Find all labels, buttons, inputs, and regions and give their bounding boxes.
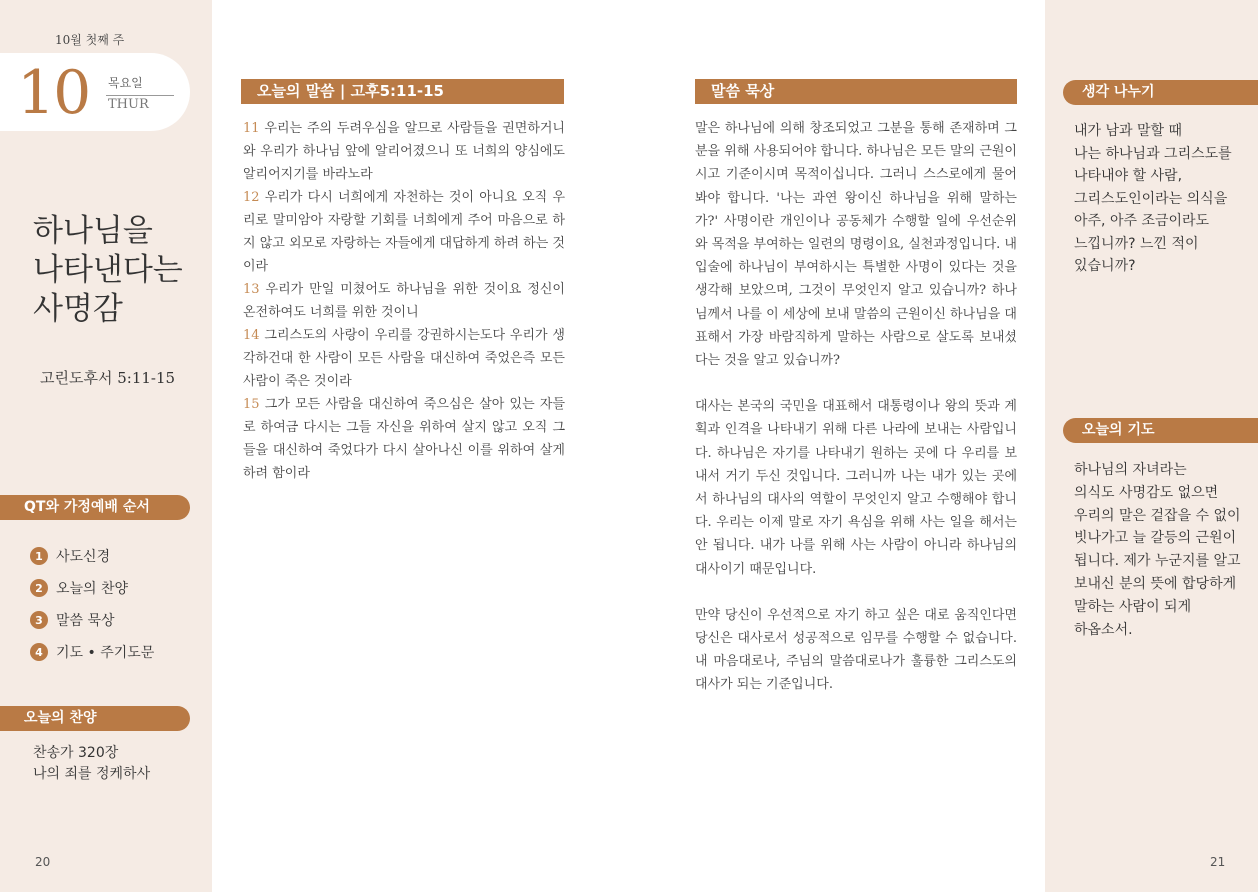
- verse: [243, 393, 565, 485]
- share-line: 느낍니까? 느낀 적이: [1074, 235, 1199, 252]
- prayer-line: 빗나가고 늘 갈등의 근원이: [1074, 530, 1237, 547]
- verse-text: 그가 모든 사람을 대신하여 죽으심은 살아 있는 자들로 하여금 다시는 그들 자신을 위하여 살지 않고 오직 그들을 대신하여 죽었다가 다시 살아나신 이를 위하여 살게 하려 함이라: [243, 397, 565, 481]
- list-item: [30, 604, 154, 636]
- meditation-heading: 말씀 묵상: [695, 79, 1017, 104]
- number-badge: 2: [30, 579, 48, 597]
- prayer-line: 하옵소서.: [1074, 621, 1133, 638]
- share-line: 나는 하나님과 그리스도를: [1074, 145, 1232, 162]
- order-label: 말씀 묵상: [56, 613, 115, 629]
- verse: [243, 186, 565, 278]
- prayer-line: 말하는 사람이 되게: [1074, 598, 1192, 615]
- share-line: 내가 남과 말할 때: [1074, 123, 1183, 139]
- hymn-title: 나의 죄를 정케하사: [33, 766, 151, 782]
- verse-text: 그리스도의 사랑이 우리를 강권하시는도다 우리가 생각하건대 한 사람이 모든 사람을 대신하여 죽었은즉 모든 사람이 죽은 것이라: [243, 328, 565, 389]
- verse: [243, 324, 565, 393]
- page-title: [33, 212, 183, 329]
- scripture-heading: 오늘의 말씀 | 고후5:11-15: [241, 79, 564, 104]
- hymn-heading: 오늘의 찬양: [0, 706, 190, 731]
- verse-text: 우리가 만일 미쳤어도 하나님을 위한 것이요 정신이 온전하여도 너희를 위한 것이니: [243, 282, 565, 320]
- prayer-line: 됩니다. 제가 누군지를 알고: [1074, 553, 1241, 570]
- order-label: 오늘의 찬양: [56, 581, 129, 597]
- page-number-left: 20: [35, 855, 51, 869]
- verse-number: 15: [243, 397, 260, 412]
- meditation-paragraph: 대사는 본국의 국민을 대표해서 대통령이나 왕의 뜻과 계획과 인격을 나타내기 위해 다른 나라에 보내는 사람입니다. 하나님은 자기를 나타내기 원하는 곳에 다 우리를 보내서 거기 두신 것입니다. 그러니까 나는 내가 있는 곳에서 하나님의 대사의 역할이 무엇인지 알고 수행해야 합니다. 우리는 이제 말로 자기 욕심을 위해 사는 일을 해서는 안 됩니다. 내가 나를 위해 사는 사람이 아니라 하나님의 대사이기 때문입니다.: [695, 399, 1017, 577]
- list-item: [30, 572, 154, 604]
- list-item: [30, 636, 154, 668]
- title-line: 나타낸다는: [33, 252, 183, 288]
- verse-text: 우리는 주의 두려우심을 알므로 사람들을 권면하거니와 우리가 하나님 앞에 알리어졌으니 또 너희의 양심에도 알리어지기를 바라노라: [243, 121, 565, 182]
- number-badge: 4: [30, 643, 48, 661]
- verse-text: 우리가 다시 너희에게 자천하는 것이 아니요 오직 우리로 말미암아 자랑할 기회를 너희에게 주어 마음으로 하지 않고 외모로 자랑하는 자들에게 대답하게 하려 하는 것이라: [243, 190, 565, 274]
- meditation-text: [695, 117, 1017, 720]
- bible-reference: 고린도후서 5:11-15: [40, 369, 176, 387]
- verse: [243, 117, 565, 186]
- day-divider: [106, 95, 174, 96]
- title-line: 하나님을: [33, 213, 153, 249]
- page-number-right: 21: [1210, 855, 1226, 869]
- order-list: [30, 540, 154, 668]
- order-label: 사도신경: [56, 549, 111, 565]
- order-heading: QT와 가정예배 순서: [0, 495, 190, 520]
- share-line: 그리스도인이라는 의식을: [1074, 190, 1228, 207]
- prayer-line: 우리의 말은 겉잡을 수 없이: [1074, 507, 1241, 524]
- title-line: 사명감: [33, 291, 123, 327]
- share-heading: 생각 나누기: [1063, 80, 1258, 105]
- hymn-number: 찬송가 320장: [33, 745, 119, 761]
- date-number: 10: [17, 58, 90, 128]
- prayer-heading: 오늘의 기도: [1063, 418, 1258, 443]
- verse-number: 14: [243, 328, 260, 343]
- list-item: [30, 540, 154, 572]
- prayer-line: 의식도 사명감도 없으면: [1074, 484, 1219, 501]
- verse: [243, 278, 565, 324]
- number-badge: 3: [30, 611, 48, 629]
- verse-number: 11: [243, 121, 260, 136]
- share-line: 나타내야 할 사람,: [1074, 168, 1183, 184]
- share-line: 아주, 아주 조금이라도: [1074, 213, 1210, 229]
- hymn-info: [33, 743, 150, 785]
- order-label: 기도 • 주기도문: [56, 645, 155, 661]
- week-label: 10월 첫째 주: [55, 33, 125, 47]
- prayer-line: 하나님의 자녀라는: [1074, 462, 1187, 478]
- day-english: THUR: [108, 97, 149, 112]
- verse-number: 13: [243, 282, 260, 297]
- meditation-paragraph: 만약 당신이 우선적으로 자기 하고 싶은 대로 움직인다면 당신은 대사로서 성공적으로 임무를 수행할 수 없습니다. 내 마음대로나, 주님의 말씀대로나가 훌륭한 그리스도의 대사가 되는 기준입니다.: [695, 607, 1017, 693]
- number-badge: 1: [30, 547, 48, 565]
- share-line: 있습니까?: [1074, 258, 1136, 274]
- scripture-text: [243, 117, 565, 485]
- prayer-text: [1074, 459, 1252, 641]
- day-korean: 목요일: [108, 76, 143, 90]
- prayer-line: 보내신 분의 뜻에 합당하게: [1074, 575, 1237, 592]
- meditation-paragraph: 말은 하나님에 의해 창조되었고 그분을 통해 존재하며 그분을 위해 사용되어야 합니다. 하나님은 모든 말의 근원이시고 기준이시며 목적이십니다. 그러니 스스로에게 물어봐야 합니다. '나는 과연 왕이신 하나님을 위해 말하는가?' 사명이란 개인이나 공동체가 수행할 일에 우선순위와 목적을 부여하는 일련의 명령이요, 실천과정입니다. 내 입술에 하나님이 부여하시는 특별한 사명이 있다는 것을 생각해 보았으며, 그것이 무엇인지 알고 있습니까? 하나님께서 나를 이 세상에 보내 말씀의 근원이신 하나님을 대표해서 가장 바람직하게 말하는 사람으로 살도록 보내셨다는 것을 알고 있습니까?: [695, 121, 1017, 369]
- verse-number: 12: [243, 190, 260, 205]
- share-text: [1074, 120, 1249, 278]
